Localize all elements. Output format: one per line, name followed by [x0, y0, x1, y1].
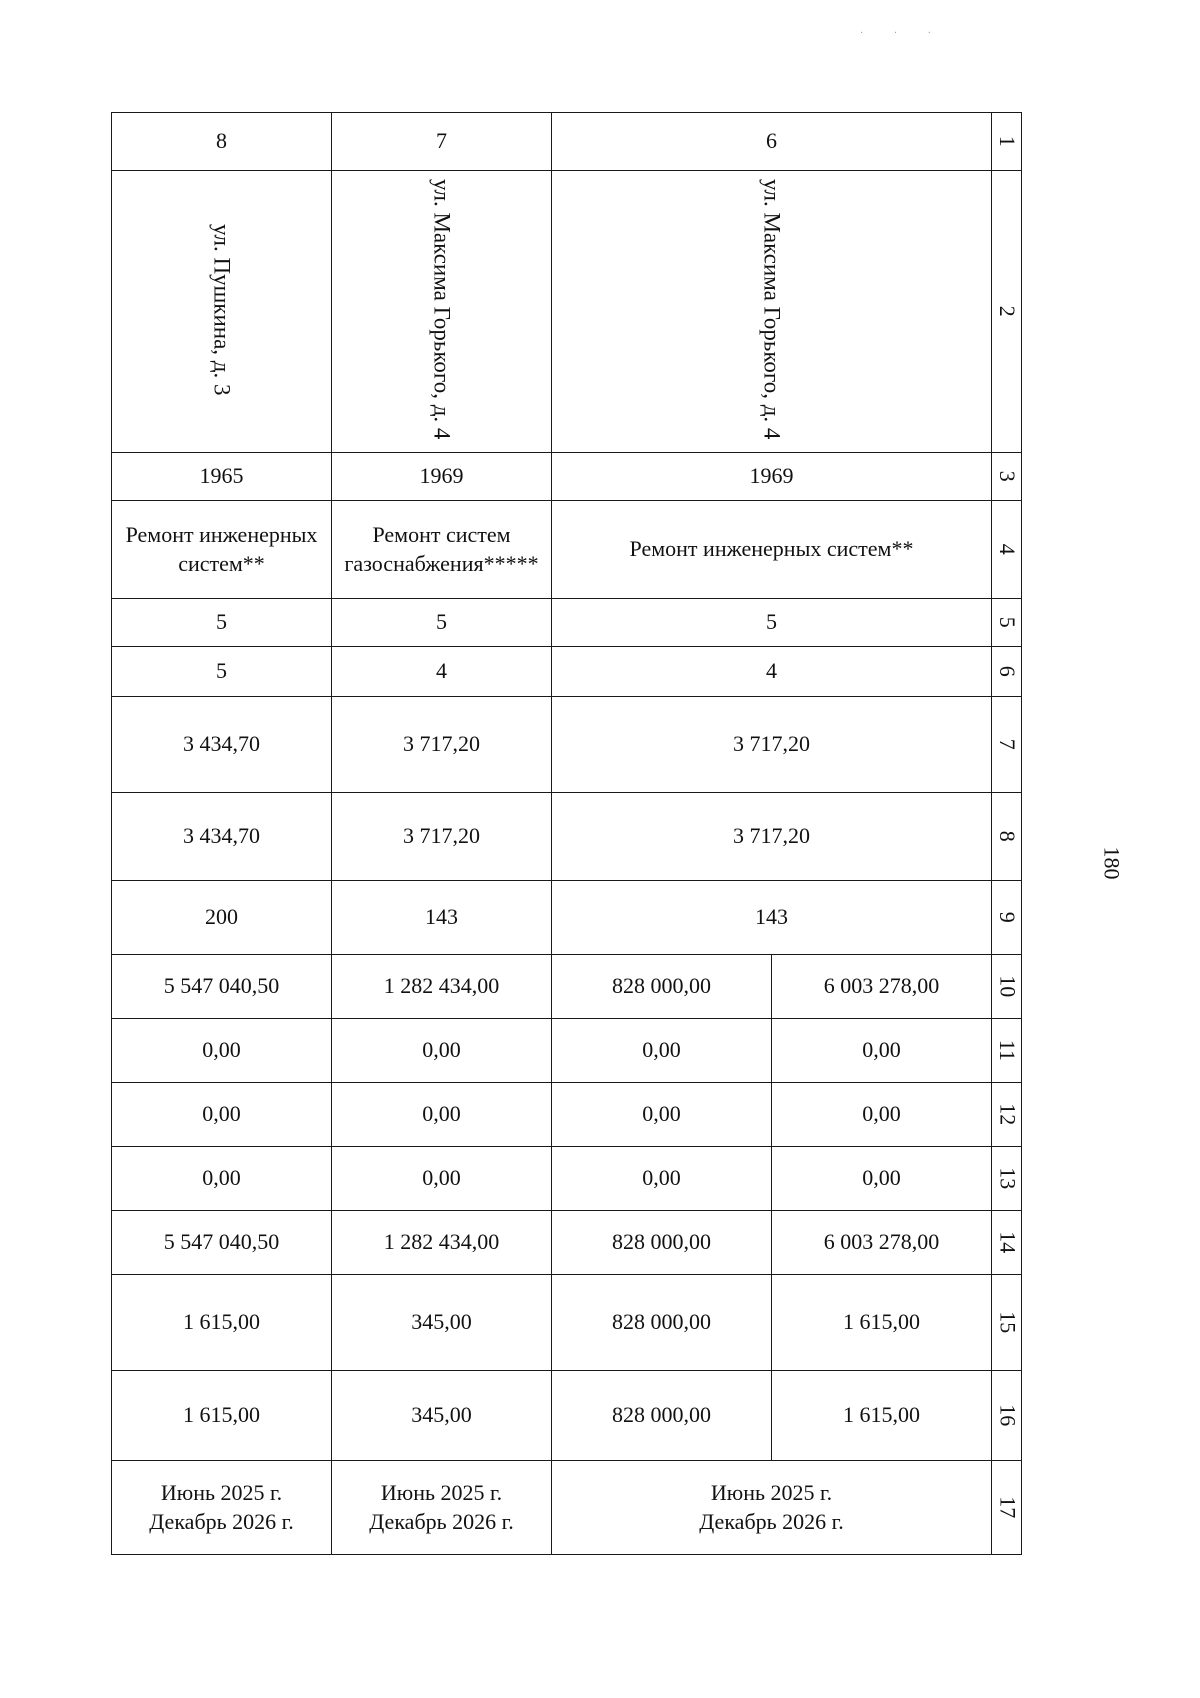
column-number: 16 [992, 1371, 1022, 1461]
area-living-cell-8: 3 434,70 [112, 793, 332, 881]
page-number: 180 [1099, 846, 1125, 880]
fund-owners-cell-6b: 6 003 278,00 [772, 1211, 992, 1275]
column-number: 3 [992, 453, 1022, 501]
period-cell-7 [332, 1461, 552, 1555]
table-row [112, 1275, 1022, 1371]
column-number: 1 [992, 113, 1022, 171]
column-number: 6 [992, 647, 1022, 697]
fund-regional-cell-6a: 0,00 [552, 1083, 772, 1147]
table-row [112, 501, 1022, 599]
work-type-cell-8: Ремонт инженерных систем** [112, 501, 332, 599]
fund-local-cell-8: 0,00 [112, 1147, 332, 1211]
unit-cost-cell-6a: 828 000,00 [552, 1275, 772, 1371]
repair-program-table [111, 112, 1022, 1555]
table-row [112, 1461, 1022, 1555]
unit-cost-cell-7: 345,00 [332, 1275, 552, 1371]
area-total-cell-8: 3 434,70 [112, 697, 332, 793]
floors-cell-8: 5 [112, 599, 332, 647]
fund-owners-cell-7: 1 282 434,00 [332, 1211, 552, 1275]
table-row [112, 647, 1022, 697]
work-type-cell-6: Ремонт инженерных систем** [552, 501, 992, 599]
column-number: 17 [992, 1461, 1022, 1555]
column-number: 13 [992, 1147, 1022, 1211]
year-cell-7: 1969 [332, 453, 552, 501]
entrances-cell-8: 5 [112, 647, 332, 697]
row-number-6: 6 [552, 113, 992, 171]
period-start: Июнь 2025 г. [710, 1479, 833, 1505]
column-number: 10 [992, 955, 1022, 1019]
year-cell-8: 1965 [112, 453, 332, 501]
unit-cost-max-cell-6a: 828 000,00 [552, 1371, 772, 1461]
period-end: Декабрь 2026 г. [149, 1508, 294, 1534]
period-start: Июнь 2025 г. [160, 1479, 283, 1505]
period-end: Декабрь 2026 г. [699, 1508, 844, 1534]
floors-cell-7: 5 [332, 599, 552, 647]
table-row [112, 793, 1022, 881]
period-cell-6 [552, 1461, 992, 1555]
column-number: 15 [992, 1275, 1022, 1371]
fund-local-cell-6b: 0,00 [772, 1147, 992, 1211]
column-number: 12 [992, 1083, 1022, 1147]
row-number-7: 7 [332, 113, 552, 171]
fund-regional-cell-6b: 0,00 [772, 1083, 992, 1147]
fund-regional-cell-7: 0,00 [332, 1083, 552, 1147]
column-number: 2 [992, 171, 1022, 453]
table-row [112, 171, 1022, 453]
column-number: 11 [992, 1019, 1022, 1083]
table-row [112, 599, 1022, 647]
fund-local-cell-7: 0,00 [332, 1147, 552, 1211]
residents-cell-6: 143 [552, 881, 992, 955]
table-row [112, 453, 1022, 501]
column-number: 9 [992, 881, 1022, 955]
unit-cost-cell-6b: 1 615,00 [772, 1275, 992, 1371]
cost-total-cell-6b: 6 003 278,00 [772, 955, 992, 1019]
residents-cell-8: 200 [112, 881, 332, 955]
table-row [112, 1019, 1022, 1083]
period-start: Июнь 2025 г. [380, 1479, 503, 1505]
fund-federal-cell-8: 0,00 [112, 1019, 332, 1083]
year-cell-6: 1969 [552, 453, 992, 501]
table-row [112, 881, 1022, 955]
cost-total-cell-8: 5 547 040,50 [112, 955, 332, 1019]
area-total-cell-6: 3 717,20 [552, 697, 992, 793]
area-living-cell-7: 3 717,20 [332, 793, 552, 881]
column-number: 7 [992, 697, 1022, 793]
address-cell-6: ул. Максима Горького, д. 4 [552, 171, 992, 453]
fund-owners-cell-8: 5 547 040,50 [112, 1211, 332, 1275]
floors-cell-6: 5 [552, 599, 992, 647]
unit-cost-cell-8: 1 615,00 [112, 1275, 332, 1371]
column-number: 8 [992, 793, 1022, 881]
cost-total-cell-6a: 828 000,00 [552, 955, 772, 1019]
table-row [112, 113, 1022, 171]
area-living-cell-6: 3 717,20 [552, 793, 992, 881]
address-cell-8: ул. Пушкина, д. 3 [112, 171, 332, 453]
cost-total-cell-7: 1 282 434,00 [332, 955, 552, 1019]
table-row [112, 1211, 1022, 1275]
table-row [112, 1083, 1022, 1147]
work-type-cell-7: Ремонт систем газоснабжения***** [332, 501, 552, 599]
entrances-cell-7: 4 [332, 647, 552, 697]
scan-specks: · · · [860, 28, 945, 39]
table-row [112, 697, 1022, 793]
table-row [112, 1147, 1022, 1211]
table-row [112, 1371, 1022, 1461]
entrances-cell-6: 4 [552, 647, 992, 697]
column-number: 4 [992, 501, 1022, 599]
column-number: 14 [992, 1211, 1022, 1275]
period-cell-8 [112, 1461, 332, 1555]
residents-cell-7: 143 [332, 881, 552, 955]
unit-cost-max-cell-7: 345,00 [332, 1371, 552, 1461]
fund-federal-cell-6b: 0,00 [772, 1019, 992, 1083]
row-number-8: 8 [112, 113, 332, 171]
unit-cost-max-cell-8: 1 615,00 [112, 1371, 332, 1461]
address-cell-7: ул. Максима Горького, д. 4 [332, 171, 552, 453]
period-end: Декабрь 2026 г. [369, 1508, 514, 1534]
fund-local-cell-6a: 0,00 [552, 1147, 772, 1211]
fund-owners-cell-6a: 828 000,00 [552, 1211, 772, 1275]
fund-regional-cell-8: 0,00 [112, 1083, 332, 1147]
area-total-cell-7: 3 717,20 [332, 697, 552, 793]
fund-federal-cell-6a: 0,00 [552, 1019, 772, 1083]
table-row [112, 955, 1022, 1019]
column-number: 5 [992, 599, 1022, 647]
fund-federal-cell-7: 0,00 [332, 1019, 552, 1083]
unit-cost-max-cell-6b: 1 615,00 [772, 1371, 992, 1461]
